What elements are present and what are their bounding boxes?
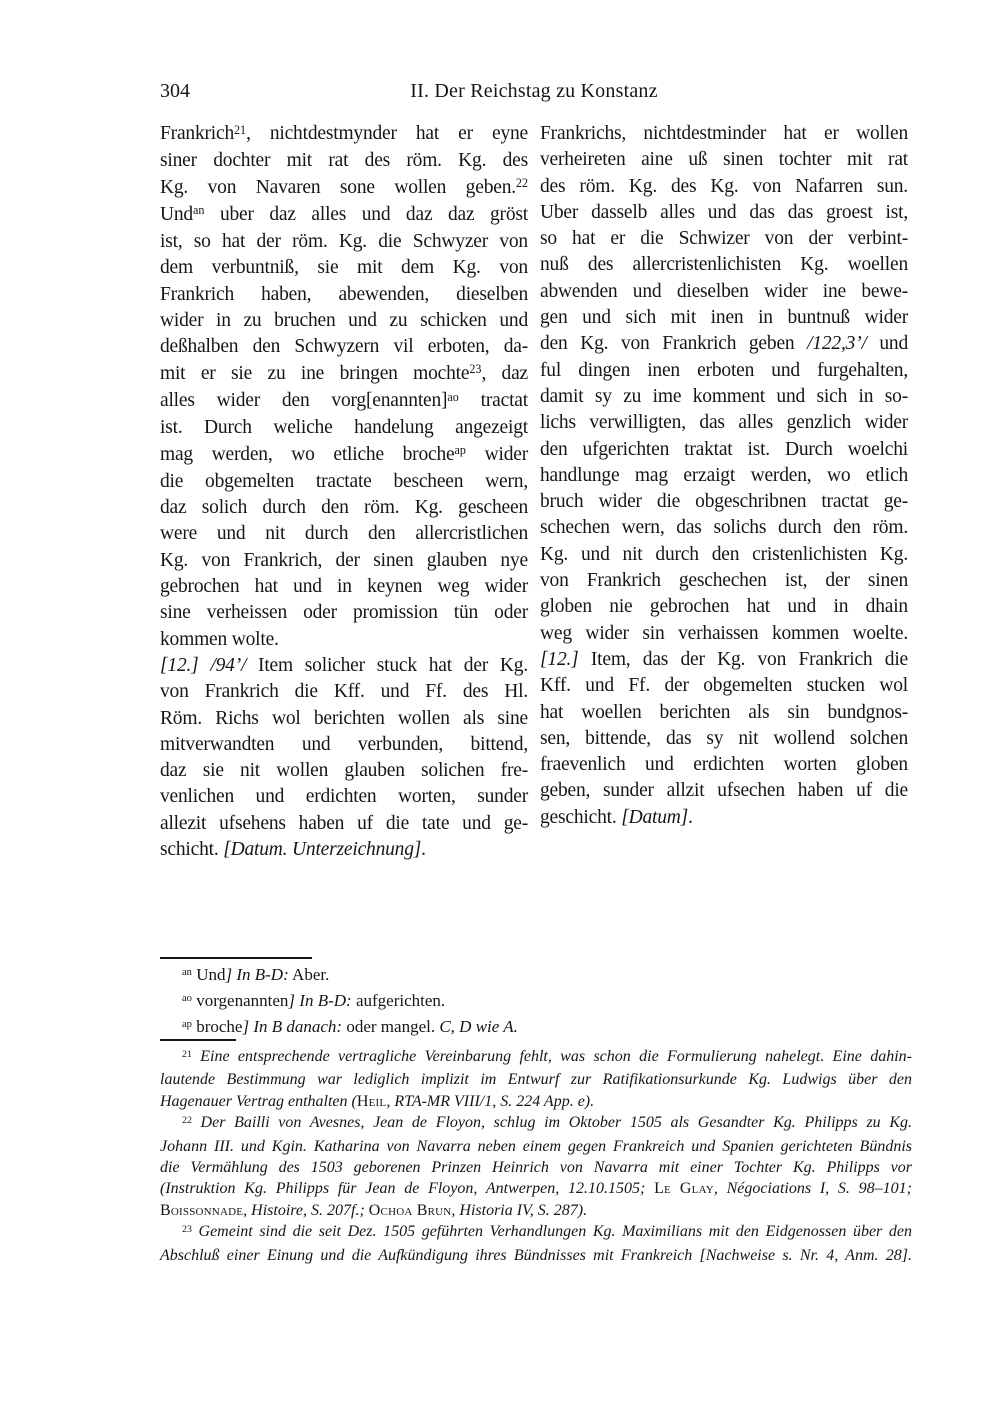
text-line: lautende Bestimmung war lediglich implizit im Entwurf zur Ratifikationsurkunde Kg. Ludwigs über den (160, 1071, 912, 1089)
text-line: geben, sunder allzit ufsechen haben uf die (540, 780, 908, 802)
text-line: [12.] /94’/ Item solicher stuck hat der Kg. (160, 654, 529, 676)
text-line: bruch wider die obgeschribnen tractat ge- (540, 491, 908, 513)
text-line: Kg. und nit durch den cristenlichisten Kg. (540, 543, 908, 565)
text-line: sen, bittende, das sy nit wollend solchen (540, 727, 908, 749)
text-line: globen nie gebrochen hat und in dhain (540, 596, 908, 618)
text-line: mitverwandten und verbunden, bittend, (160, 733, 528, 755)
text-line: gebrochen hat und in keynen weg wider (160, 576, 528, 598)
page-header (160, 80, 908, 106)
text-line: nuß des allercristenlichisten Kg. woellen (540, 254, 908, 276)
text-line: Frankrich haben, abewenden, dieselben (160, 283, 528, 305)
text-line: Frankrichs, nichtdestminder hat er wollen (540, 123, 908, 144)
text-line: venlichen und erdichten worten, sunder (160, 786, 528, 808)
text-line: von Frankrich geschechen ist, der sinen (540, 570, 908, 592)
text-line: mag werden, wo etliche broche$^{ap}$ wider (160, 443, 529, 465)
text-line: kommen wolte. (160, 628, 279, 650)
text-line: des röm. Kg. des Kg. von Nafarren sun. (540, 175, 908, 197)
text-line: deßhalben den Schwyzern vil erboten, da- (160, 336, 528, 358)
text-line: sine verheissen oder promission tün oder (160, 602, 528, 624)
text-line: Boissonnade, Histoire, S. 207f.; Ochoa Brun, Historia IV, S. 287). (160, 1201, 588, 1219)
text-line: fraevenlich und erdichten worten globen (540, 754, 908, 776)
running-title: II. Der Reichstag zu Konstanz (410, 80, 658, 102)
text-line: were und nit durch den allercristlichen (160, 523, 528, 545)
text-line: die Vermählung des 1503 geborenen Prinzen Heinrich von Navarra mit einer Tochter Kg. Philipps vor (160, 1159, 912, 1177)
text-line: $^{an}$ Und] In B-D: Aber. (182, 965, 330, 984)
text-line: Uber dasselb alles und das das groest ist, (540, 201, 908, 223)
text-line: die obgemelten tractate bescheen wern, (160, 470, 528, 492)
text-line: abwenden und dieselben wider ine bewe- (540, 280, 908, 302)
text-line: hat woellen berichten als sin bundgnos- (540, 701, 908, 723)
text-line: den ufgerichten traktat ist. Durch woelchi (540, 438, 908, 460)
text-line: siner dochter mit rat des röm. Kg. des (160, 150, 528, 172)
text-line: so hat er die Schwizer von der verbint- (540, 228, 908, 250)
text-line: von Frankrich die Kff. und Ff. des Hl. (160, 681, 528, 703)
footnote-separator-rule (160, 1039, 236, 1041)
text-line: Johann III. und Kgin. Katharina von Navarra neben einem gegen Frankreich und Spanien gerichteten Bündnis (160, 1137, 912, 1155)
text-line: verheireten aine uß sinen tochter mit rat (540, 149, 908, 171)
text-line: Und$^{an}$ uber daz alles und daz daz gröst (160, 203, 528, 225)
text-line: (Instruktion Kg. Philipps für Jean de Floyon, Antwerpen, 12.10.1505; Le Glay, Négociations I, S. 98–101; (160, 1180, 913, 1198)
text-line: mit er sie zu ine bringen mochte$^{23}$, daz (160, 362, 528, 384)
text-line: Kg. von Navaren sone wollen geben.$^{22}$ (160, 176, 528, 198)
text-line: $^{ap}$ broche] In B danach: oder mangel. C, D wie A. (182, 1017, 518, 1036)
critical-apparatus (160, 963, 908, 1041)
text-line: lichs verwilligten, das alles genzlich wider (540, 412, 908, 434)
left-column (160, 121, 528, 863)
page-number: 304 (160, 80, 190, 102)
text-line: ful dingen inen erboten und furgehalten, (540, 359, 908, 381)
text-line: $^{ao}$ vorgenannten] In B-D: aufgerichten. (182, 991, 446, 1010)
text-line: Hagenauer Vertrag enthalten (Heil, RTA-MR VIII/1, S. 224 App. e). (160, 1092, 595, 1110)
text-line: schicht. [Datum. Unterzeichnung]. (160, 839, 426, 861)
text-line: dem verbuntniß, sie mit dem Kg. von (160, 257, 528, 279)
text-line: $^{22}$ Der Bailli von Avesnes, Jean de Floyon, schlug im Oktober 1505 als Gesandter Kg. Philipps zu Kg. (182, 1114, 912, 1132)
text-line: gen und sich mit inen in buntnuß wider (540, 307, 908, 329)
text-line: schechen wern, das solichs durch den röm. (540, 517, 908, 539)
text-line: ist, so hat der röm. Kg. die Schwyzer von (160, 231, 528, 253)
text-line: handlunge mag erzaigt werden, wo etlich (540, 464, 908, 486)
text-line: $^{21}$ Eine entsprechende vertragliche Vereinbarung fehlt, was schon die Formulierung nahelegt. Eine dahin- (182, 1048, 912, 1065)
text-line: weg wider sin verhaissen kommen woelte. (540, 622, 908, 644)
text-line: den Kg. von Frankrich geben /122,3’/ und (540, 333, 908, 355)
text-line: damit sy zu ime komment und sich in so- (540, 385, 908, 407)
text-line: ist. Durch weliche handelung angezeigt (160, 417, 528, 439)
text-line: Frankrich$^{21}$, nichtdestmynder hat er eyne (160, 122, 528, 144)
text-line: allezit ufsehens haben uf die tate und ge- (160, 812, 528, 834)
apparatus-separator-rule (160, 957, 312, 959)
text-line: alles wider den vorg[enannten]$^{ao}$ tractat (160, 389, 528, 411)
text-line: wider in zu bruchen und zu schicken und (160, 310, 528, 332)
text-line: [12.] Item, das der Kg. von Frankrich die (540, 648, 908, 670)
text-line: Abschluß einer Einung und die Aufkündigung ihres Bündnisses mit Frankreich [Nachweise s. Nr. 4, Anm. 28]. (160, 1246, 912, 1264)
text-line: daz sie nit wollen glauben solichen fre- (160, 760, 528, 782)
text-line: geschicht. [Datum]. (540, 806, 693, 828)
text-line: daz solich durch den röm. Kg. gescheen (160, 497, 528, 519)
text-line: Kff. und Ff. der obgemelten stucken wol (540, 675, 908, 697)
text-line: Röm. Richs wol berichten wollen als sine (160, 707, 528, 729)
footnotes-block (160, 1046, 912, 1266)
text-line: Kg. von Frankrich, der sinen glauben nye (160, 549, 528, 571)
text-line: $^{23}$ Gemeint sind die seit Dez. 1505 geführten Verhandlungen Kg. Maximilians mit den Eidgenossen über den (182, 1223, 912, 1241)
right-column (540, 121, 908, 831)
